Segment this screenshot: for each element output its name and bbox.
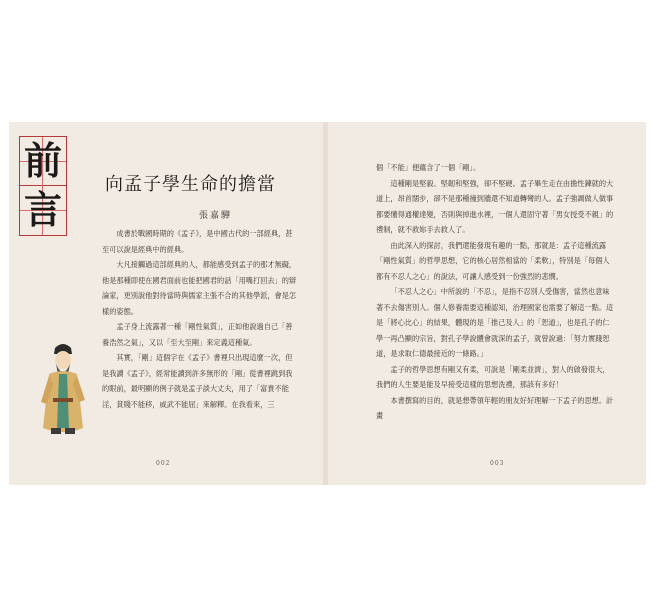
stamp-char-yan: 言 [23,187,62,232]
author-name: 張嘉驊 [199,211,233,221]
left-page [9,122,323,485]
paragraph: 孟子身上流露著一種「剛性氣質」，正如他說過自己「善養浩然之氣」，又以「至大至剛」來定義這種氣。 [102,322,293,347]
preface-stamp [19,136,67,236]
paragraph: 「不忍人之心」中所說的「不忍」，是指不忍別人受傷害，當然也意味著不去傷害別人。個人修養需要這種認知，治理國家也需要了解這一點。這是「將心比心」的結果，體現的是「推己及人」的「恕道」，也是孔子的仁學一再凸顯的宗旨，對孔子學說體會就深的孟子，就曾說過：「努力實踐恕道，是求取仁德最接近的一條路。」 [376,287,614,358]
paragraph: 大凡接觸過這部經典的人，都能感受到孟子的那才無礙，他是那種即使在國君面前也能把國君的話「用嘴打回去」的辯論家，更別說他對待當時與儒家主張不合的其他學派，會是怎樣的姿態。 [102,260,297,316]
paragraph: 個「不能」便蘊含了一個「剛」。 [376,163,481,172]
paragraph: 本書撰寫的目的，就是想帶領年輕的朋友好好理解一下孟子的思想。計畫 [376,395,614,420]
right-body-text [376,160,615,424]
left-body-text [102,226,298,412]
paragraph: 由此深入的探討，我們還能發現有趣的一點，那就是：孟子這種流露「剛性氣質」的哲學思想，它的核心居然相當的「柔軟」，特別是「每個人都有不忍人之心」的說法，可讓人感受到一份強烈的悲憫。 [376,240,610,281]
stamp-cell-bottom [20,186,66,235]
mencius-figure-illustration [35,340,91,440]
paragraph: 成書於戰國時期的《孟子》，是中國古代的一部經典，甚至可以說是經典中的經典。 [102,229,293,254]
paragraph: 這種剛是堅毅、堅韌和堅強，卻不堅硬。孟子畢生走在由擔性鍊就的大道上，昂首闊步，卻不是那種撞到牆還不知道轉彎的人。孟子強調做人做事都要懂得通權達變，否則與掉進水裡，一個人還固守著「男女授受不親」的禮制，就不救妳手去救人了。 [376,178,614,234]
paragraph: 其實，「剛」這個字在《孟子》書裡只出現這麼一次，但是我讀《孟子》，經常能讀到許多無形的「剛」從書裡跳到我的眼前，最明顯的例子就是孟子談大丈夫，用了「富貴不能淫，貧賤不能移，威武不能屈」來解釋。在我看來，三 [102,353,293,409]
right-page [328,122,646,485]
page-number: 003 [490,460,505,467]
paragraph: 孟子的哲學思想有剛又有柔，可說是「剛柔並濟」，對人的啟發很大，我們的人生要是能及早接受這樣的思想洗禮，那該有多好！ [376,364,610,389]
stamp-cell-top [20,137,66,186]
chapter-title: 向孟子學生命的擔當 [105,174,276,195]
page-number: 002 [156,460,171,467]
stamp-char-qian: 前 [23,138,62,183]
